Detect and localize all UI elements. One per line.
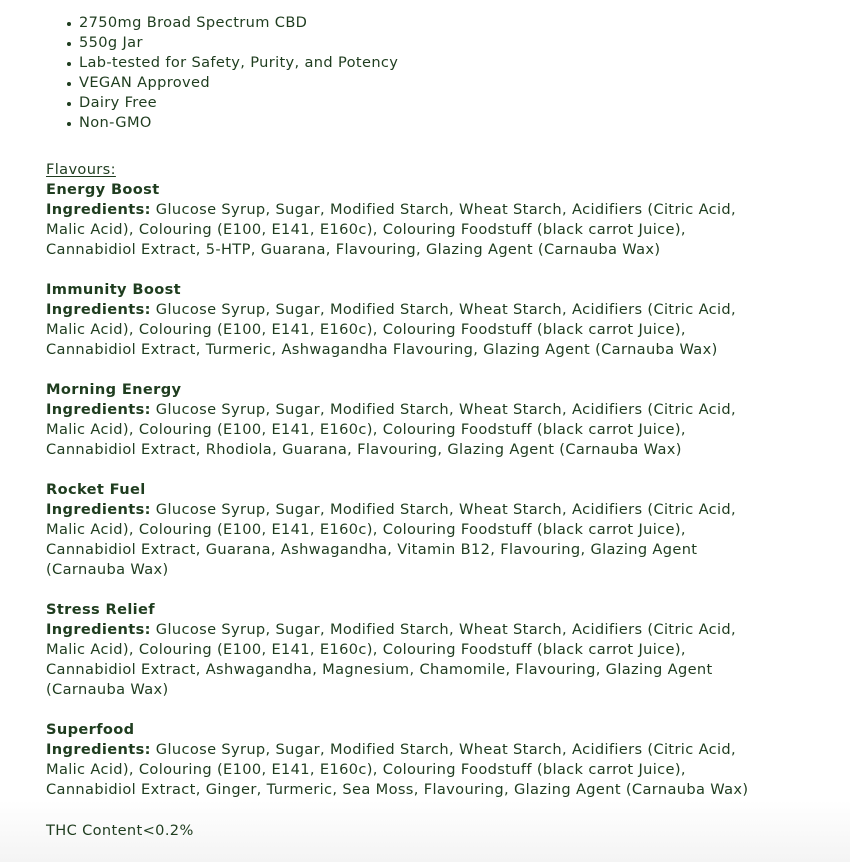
feature-item: Non-GMO xyxy=(66,113,398,133)
features-list xyxy=(66,13,398,133)
flavours-heading: Flavours: xyxy=(46,161,116,178)
feature-item: 550g Jar xyxy=(66,33,398,53)
ingredients-label: Ingredients: xyxy=(46,301,151,318)
ingredients-text xyxy=(46,740,806,800)
feature-item: Lab-tested for Safety, Purity, and Potency xyxy=(66,53,398,73)
flavour-rocket-fuel xyxy=(46,480,806,580)
flavour-name: Superfood xyxy=(46,721,135,738)
ingredients-text xyxy=(46,500,806,580)
ingredients-text xyxy=(46,620,806,700)
flavour-stress-relief xyxy=(46,600,806,700)
feature-item: VEGAN Approved xyxy=(66,73,398,93)
ingredients-line: Glucose Syrup, Sugar, Modified Starch, Wheat Starch, Acidifiers (Citric Acid, xyxy=(155,621,737,638)
ingredients-line: (Carnauba Wax) xyxy=(46,681,169,698)
flavour-immunity-boost xyxy=(46,280,806,360)
ingredients-label: Ingredients: xyxy=(46,401,151,418)
ingredients-line: Malic Acid), Colouring (E100, E141, E160c), Colouring Foodstuff (black carrot Juice), xyxy=(46,221,686,238)
flavour-name: Morning Energy xyxy=(46,381,182,398)
ingredients-label: Ingredients: xyxy=(46,201,151,218)
ingredients-label: Ingredients: xyxy=(46,741,151,758)
ingredients-line: Malic Acid), Colouring (E100, E141, E160c), Colouring Foodstuff (black carrot Juice), xyxy=(46,421,686,438)
ingredients-line: Glucose Syrup, Sugar, Modified Starch, Wheat Starch, Acidifiers (Citric Acid, xyxy=(155,201,737,218)
flavour-name: Rocket Fuel xyxy=(46,481,146,498)
flavour-energy-boost xyxy=(46,180,806,260)
ingredients-text xyxy=(46,400,806,460)
ingredients-line: Glucose Syrup, Sugar, Modified Starch, Wheat Starch, Acidifiers (Citric Acid, xyxy=(155,301,737,318)
ingredients-text xyxy=(46,200,806,260)
flavour-name: Energy Boost xyxy=(46,181,160,198)
ingredients-line: Malic Acid), Colouring (E100, E141, E160c), Colouring Foodstuff (black carrot Juice), xyxy=(46,641,686,658)
ingredients-label: Ingredients: xyxy=(46,621,151,638)
ingredients-line: Cannabidiol Extract, Guarana, Ashwagandha, Vitamin B12, Flavouring, Glazing Agent xyxy=(46,541,698,558)
ingredients-line: Cannabidiol Extract, Turmeric, Ashwagandha Flavouring, Glazing Agent (Carnauba Wax) xyxy=(46,341,718,358)
ingredients-label: Ingredients: xyxy=(46,501,151,518)
flavour-name: Immunity Boost xyxy=(46,281,181,298)
feature-item: 2750mg Broad Spectrum CBD xyxy=(66,13,398,33)
flavour-morning-energy xyxy=(46,380,806,460)
feature-item: Dairy Free xyxy=(66,93,398,113)
ingredients-line: Glucose Syrup, Sugar, Modified Starch, Wheat Starch, Acidifiers (Citric Acid, xyxy=(155,741,737,758)
ingredients-line: Cannabidiol Extract, 5-HTP, Guarana, Flavouring, Glazing Agent (Carnauba Wax) xyxy=(46,241,661,258)
ingredients-line: (Carnauba Wax) xyxy=(46,561,169,578)
ingredients-line: Cannabidiol Extract, Ashwagandha, Magnesium, Chamomile, Flavouring, Glazing Agent xyxy=(46,661,713,678)
ingredients-line: Malic Acid), Colouring (E100, E141, E160c), Colouring Foodstuff (black carrot Juice), xyxy=(46,321,686,338)
ingredients-line: Malic Acid), Colouring (E100, E141, E160c), Colouring Foodstuff (black carrot Juice), xyxy=(46,521,686,538)
ingredients-line: Malic Acid), Colouring (E100, E141, E160c), Colouring Foodstuff (black carrot Juice), xyxy=(46,761,686,778)
ingredients-text xyxy=(46,300,806,360)
flavour-superfood xyxy=(46,720,806,800)
ingredients-line: Glucose Syrup, Sugar, Modified Starch, Wheat Starch, Acidifiers (Citric Acid, xyxy=(155,501,737,518)
ingredients-line: Cannabidiol Extract, Ginger, Turmeric, Sea Moss, Flavouring, Glazing Agent (Carnauba Wax) xyxy=(46,781,749,798)
thc-content: THC Content<0.2% xyxy=(46,822,194,839)
ingredients-line: Glucose Syrup, Sugar, Modified Starch, Wheat Starch, Acidifiers (Citric Acid, xyxy=(155,401,737,418)
flavour-name: Stress Relief xyxy=(46,601,155,618)
ingredients-line: Cannabidiol Extract, Rhodiola, Guarana, Flavouring, Glazing Agent (Carnauba Wax) xyxy=(46,441,682,458)
